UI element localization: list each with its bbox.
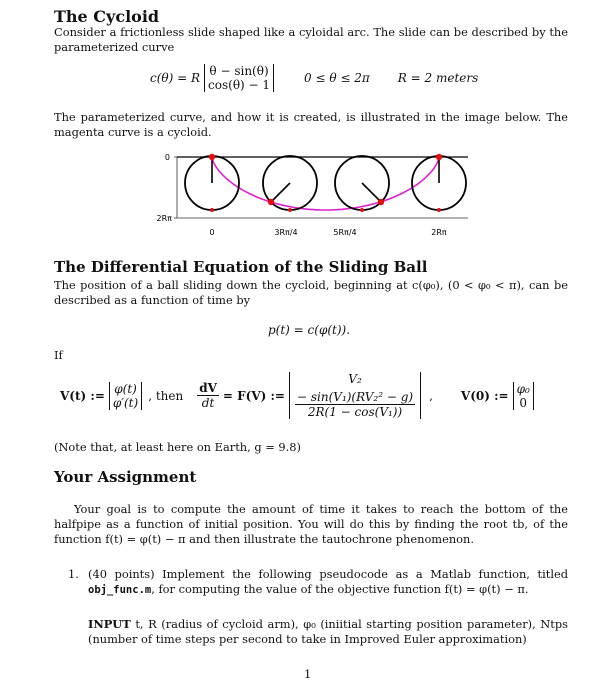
state-equation-row: V(t) := φ(t) φ′(t) , then $\frac{dV}{dt}$ = F(V) := V₂ $\frac{\text{− sin(V₁)(RV₂² − g)}}{\text{2R(1 − cos(V₁))}}$ , V(0) := φ₀ 0 (60, 372, 580, 419)
x-label-0: 0 (209, 228, 215, 237)
section-title-cycloid: The Cycloid (54, 7, 160, 26)
section-title-diffeq: The Differential Equation of the Sliding Ball (54, 258, 428, 276)
then-label: , then (148, 388, 184, 403)
point-8 (437, 208, 441, 212)
f-vector-top: V₂ (348, 372, 362, 386)
eq1-radius: R = 2 meters (397, 71, 479, 85)
item-1-text-a: (40 points) Implement the following pseudocode as a Matlab function, titled (88, 567, 568, 581)
arm-3 (362, 183, 381, 202)
eq1-range: 0 ≤ θ ≤ 2π (304, 71, 370, 85)
eq1-matrix-bottom: cos(θ) − 1 (208, 78, 271, 92)
y-label-top: 0 (164, 153, 170, 162)
v-vector-bottom: φ′(t) (112, 395, 139, 410)
point-5 (210, 208, 214, 212)
cycloid-equation (150, 64, 478, 92)
v-vector-top: φ(t) (114, 381, 137, 396)
eq1-matrix (204, 64, 274, 92)
y-label-bottom: 2Rπ (156, 214, 172, 223)
figure-description: The parameterized curve, and how it is created, is illustrated in the image below. The magenta curve is a cycloid. (54, 110, 568, 139)
diffeq-paragraph: The position of a ball sliding down the cycloid, beginning at c(φ₀), (0 < φ₀ < π), can be described as a function of time by (54, 278, 568, 307)
f-def: = F(V) := (222, 388, 285, 403)
point-3 (378, 199, 384, 205)
f-numerator: − sin(V₁)(RV₂² − g) (297, 390, 414, 404)
eq1-lhs: c(θ) = R (150, 71, 201, 85)
item-1-number: 1. (68, 567, 79, 581)
item-1-text (88, 567, 568, 598)
position-equation: p(t) = c(φ(t)). (268, 323, 351, 337)
point-1 (209, 154, 215, 160)
cycloid-figure (150, 140, 480, 250)
point-7 (360, 208, 364, 212)
x-label-1: 3Rπ/4 (274, 228, 298, 237)
assignment-paragraph: Your goal is to compute the amount of time it takes to reach the bottom of the halfpipe as a function of initial position. You will do this by finding the root tb, of the function f(t) = φ(t) − π and then illustrate the tautochrone phenomenon. (54, 502, 568, 546)
f-vector-fraction (295, 390, 415, 419)
item-1-text-b: , for computing the value of the objective function f(t) = φ(t) − π. (151, 582, 529, 596)
gravity-note: (Note that, at least here on Earth, g = 9.8) (54, 440, 301, 454)
dv-numerator: dV (199, 381, 217, 395)
v0-vector-top: φ₀ (516, 381, 530, 396)
rolling-circles (185, 156, 466, 210)
f-denominator: 2R(1 − cos(V₁)) (307, 405, 403, 419)
radial-arms (212, 157, 439, 202)
point-6 (288, 208, 292, 212)
input-text: t, R (radius of cycloid arm), φ₀ (iniitial starting position parameter), Ntps (number of time steps per second to take in Improved Euler approximation) (88, 617, 568, 646)
v-vector (109, 382, 142, 410)
input-spec (88, 617, 568, 647)
v0-vector (513, 382, 534, 410)
item-1-code: obj_func.m (88, 584, 152, 596)
dv-denominator: dt (201, 396, 215, 410)
eq1-matrix-top: θ − sin(θ) (209, 64, 269, 78)
dv-dt-fraction (197, 381, 219, 410)
page-number: 1 (304, 667, 312, 681)
contact-points (209, 154, 442, 212)
point-4 (436, 154, 442, 160)
x-label-2: 5Rπ/4 (333, 228, 357, 237)
intro-paragraph: Consider a frictionless slide shaped like a cyloidal arc. The slide can be described by the parameterized curve (54, 25, 568, 54)
if-label: If (54, 348, 63, 362)
f-vector (289, 372, 421, 419)
section-title-assignment: Your Assignment (54, 468, 197, 486)
v0-def: V(0) := (460, 388, 509, 403)
input-label: INPUT (88, 617, 131, 631)
point-2 (268, 199, 274, 205)
arm-2 (271, 183, 290, 202)
x-label-3: 2Rπ (431, 228, 447, 237)
cycloid-curve (212, 157, 439, 210)
v0-vector-bottom: 0 (519, 395, 527, 410)
v-def-lhs: V(t) := (60, 388, 105, 403)
